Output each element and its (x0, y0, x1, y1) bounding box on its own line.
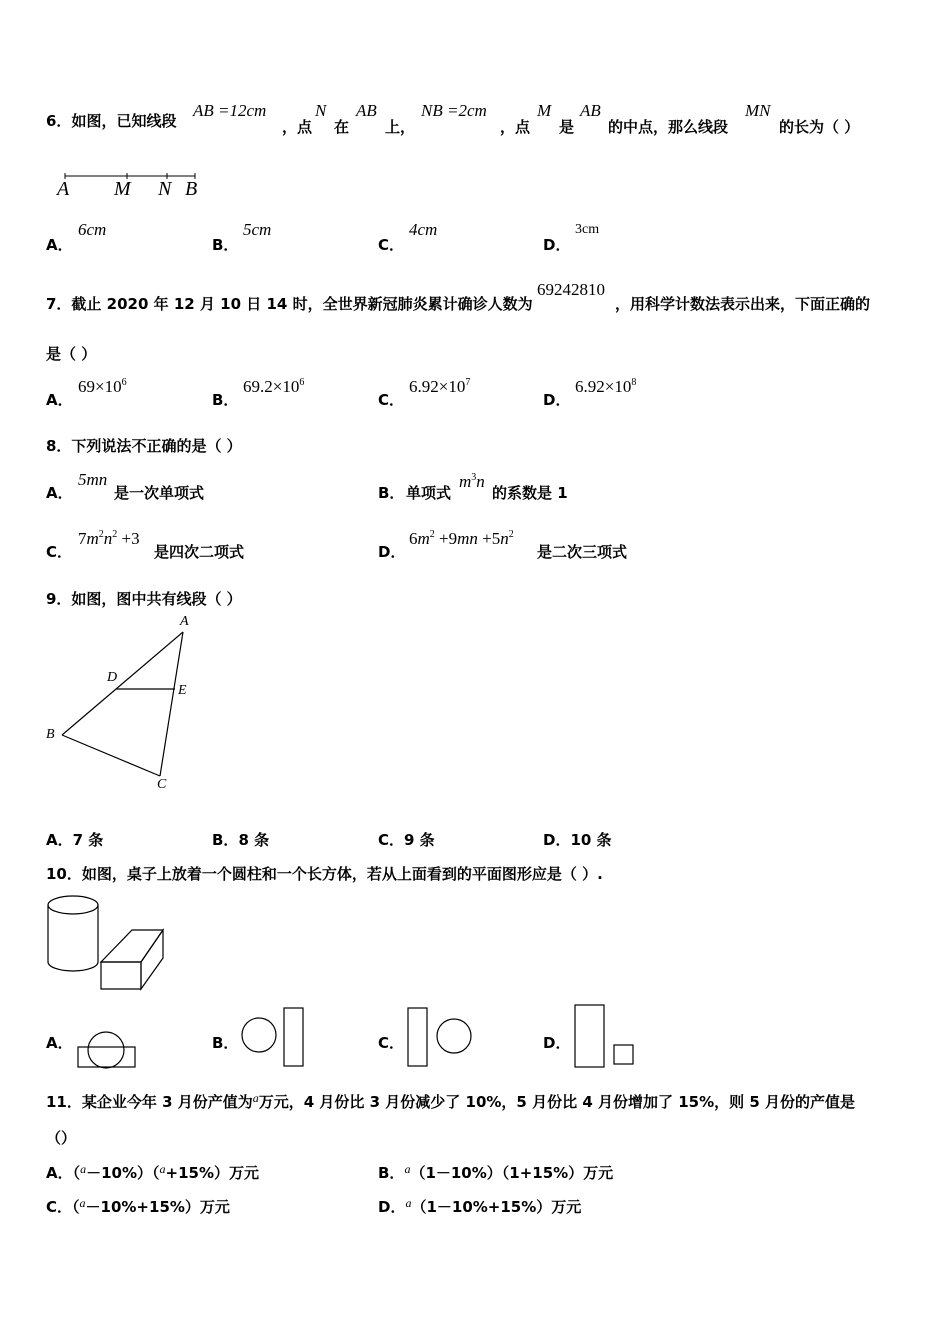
q8-option-c-label: C． (46, 543, 73, 561)
q9-fig-label-b: B (46, 727, 55, 742)
q9-fig-label-a: A (180, 614, 189, 629)
q6-option-d-value: 3cm (575, 222, 600, 237)
q10-option-b-figure (240, 1006, 310, 1070)
q6-math-mn: MN (745, 101, 771, 120)
q9-triangle-figure (40, 612, 210, 802)
q7-option-d-label: D． (543, 391, 571, 409)
q7-option-b-label: B． (212, 391, 239, 409)
q8-option-c-text: 是四次二项式 (154, 543, 245, 561)
q6-option-a-label: A． (46, 236, 73, 254)
q9-option-a: A．7 条 (46, 831, 104, 849)
q7-stem-line1-end: ，用科学计数法表示出来，下面正确的 (615, 295, 871, 313)
q6-stem: 6．如图，已知线段 (46, 112, 177, 130)
q6-option-c-value: 4cm (409, 220, 438, 239)
q6-option-d-label: D． (543, 236, 571, 254)
q10-option-d-label: D． (543, 1034, 571, 1052)
q11-option-a: A．（$^a$－10%）（$^a$+15%）万元 (46, 1162, 260, 1182)
q9-stem: 9．如图，图中共有线段（ ） (46, 590, 242, 608)
q6-text: 上， (385, 118, 416, 136)
q10-option-c-figure (406, 1006, 476, 1070)
q6-fig-label-b: B (185, 178, 198, 200)
q7-case-number: 69242810 (537, 280, 605, 299)
q10-stem: 10．如图，桌子上放着一个圆柱和一个长方体，若从上面看到的平面图形应是（ ）. (46, 865, 603, 883)
q7-option-a-label: A． (46, 391, 73, 409)
q7-option-c-label: C． (378, 391, 405, 409)
q6-fig-label-a: A (57, 178, 70, 200)
q8-option-d-text: 是二次三项式 (537, 543, 628, 561)
q6-fig-label-n: N (158, 178, 172, 200)
q9-fig-label-c: C (157, 777, 167, 792)
q6-option-a-value: 6cm (78, 220, 107, 239)
q8-option-b-text2: 的系数是 1 (492, 484, 568, 502)
q6-text: ，点 (500, 118, 531, 136)
q9-fig-label-d: D (107, 670, 118, 685)
q6-text: ，点 (282, 118, 313, 136)
q8-option-a-text: 是一次单项式 (114, 484, 205, 502)
q6-text: 在 (334, 118, 350, 136)
q6-math-n: N (315, 101, 327, 120)
q7-option-b-value: $69.2\times 10^6$ (243, 377, 305, 396)
q8-option-d-math: $6m^2 +9mn +5n^2$ (409, 529, 514, 548)
q6-option-c-label: C． (378, 236, 405, 254)
q6-fig-label-m: M (114, 178, 131, 200)
q11-stem-line1: 11．某企业今年 3 月份产值为$^a$万元，4 月份比 3 月份减少了 10%，5 月份比 4 月份增加了 15%，则 5 月份的产值是 (46, 1091, 855, 1111)
q10-option-b-label: B． (212, 1034, 239, 1052)
q6-math-m: M (537, 101, 552, 120)
q8-option-a-label: A． (46, 484, 73, 502)
q7-option-c-value: $6.92\times 10^7$ (409, 377, 471, 396)
q11-option-d: D．$^a$（1－10%+15%）万元 (378, 1196, 582, 1216)
q8-option-c-math: $7m^2n^2 +3$ (78, 529, 140, 548)
q8-stem: 8．下列说法不正确的是（ ） (46, 437, 242, 455)
q7-option-d-value: $6.92\times 10^8$ (575, 377, 637, 396)
q8-option-b-text1: 单项式 (406, 484, 452, 502)
q10-option-d-figure (572, 1003, 640, 1071)
q9-option-d: D．10 条 (543, 831, 612, 849)
q9-option-b: B．8 条 (212, 831, 270, 849)
q8-option-a-math: 5mn (78, 470, 108, 489)
q6-math-ab: AB (356, 101, 377, 120)
q10-option-a-figure (76, 1026, 138, 1070)
q7-stem-line2: 是（ ） (46, 345, 97, 363)
q8-option-b-math: $m^3n$ (459, 472, 485, 491)
q6-math-ab-length: AB =12cm (193, 101, 267, 120)
q7-option-a-value: $69\times 10^6$ (78, 377, 127, 396)
q6-math-nb-length: NB =2cm (421, 101, 487, 120)
q6-option-b-value: 5cm (243, 220, 272, 239)
q10-cylinder-box-figure (44, 892, 174, 997)
q6-text: 是 (559, 118, 575, 136)
q6-option-b-label: B． (212, 236, 239, 254)
q9-option-c: C．9 条 (378, 831, 435, 849)
q11-option-b: B．$^a$（1－10%）（1+15%）万元 (378, 1162, 614, 1182)
q8-option-d-label: D． (378, 543, 406, 561)
q11-option-c: C．（$^a$－10%+15%）万元 (46, 1196, 230, 1216)
q9-fig-label-e: E (178, 683, 187, 698)
q8-option-b-label: B． (378, 484, 405, 502)
q6-text: 的中点，那么线段 (608, 118, 729, 136)
q6-math-ab2: AB (580, 101, 601, 120)
q10-option-c-label: C． (378, 1034, 405, 1052)
q6-text: 的长为（ ） (779, 118, 860, 136)
q7-stem-line1: 7．截止 2020 年 12 月 10 日 14 时，全世界新冠肺炎累计确诊人数为 (46, 295, 533, 313)
q11-stem-line2: （） (46, 1129, 77, 1147)
q10-option-a-label: A． (46, 1034, 73, 1052)
